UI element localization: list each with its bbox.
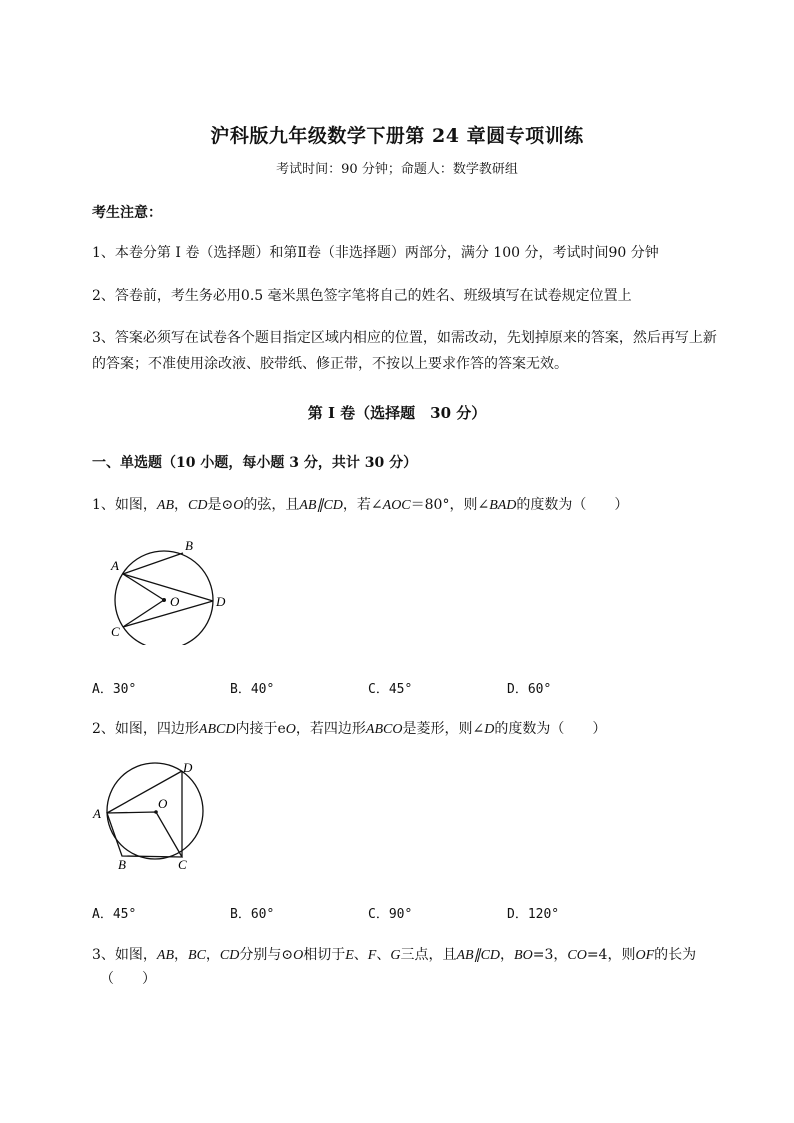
label-o: O bbox=[158, 796, 168, 811]
question-3-answer-bracket: （ ） bbox=[100, 971, 156, 987]
label-c: C bbox=[178, 857, 187, 872]
side-ad bbox=[107, 771, 182, 813]
center-point bbox=[162, 598, 166, 602]
notice-item: 1、本卷分第 I 卷（选择题）和第Ⅱ卷（非选择题）两部分，满分 100 分，考试时间90 分钟 bbox=[92, 245, 659, 261]
chord-cd bbox=[123, 601, 213, 627]
label-b: B bbox=[118, 857, 126, 872]
notice-item: 的答案；不准使用涂改液、胶带纸、修正带，不按以上要求作答的答案无效。 bbox=[92, 356, 568, 372]
label-d: D bbox=[216, 594, 226, 609]
label-o: O bbox=[170, 594, 180, 609]
label-d: D bbox=[183, 760, 193, 775]
option-d: D．120° bbox=[507, 907, 560, 922]
label-c: C bbox=[111, 624, 120, 639]
notice-item: 3、答案必须写在试卷各个题目指定区域内相应的位置，如需改动，先划掉原来的答案，然后再写上新 bbox=[92, 330, 717, 346]
notice-item: 2、答卷前，考生务必用0.5 毫米黑色签字笔将自己的姓名、班级填写在试卷规定位置上 bbox=[92, 288, 632, 304]
option-b: B．40° bbox=[230, 682, 275, 697]
notice-heading: 考生注意： bbox=[92, 205, 162, 221]
radius-oa bbox=[123, 574, 164, 600]
label-a: A bbox=[93, 806, 101, 821]
radius-oc bbox=[123, 600, 164, 627]
chord-ad bbox=[123, 574, 213, 601]
page-title: 沪科版九年级数学下册第 24 章圆专项训练 bbox=[210, 125, 584, 147]
question-2-figure bbox=[88, 757, 218, 872]
option-c: C．45° bbox=[368, 682, 413, 697]
option-c: C．90° bbox=[368, 907, 413, 922]
option-a: A．30° bbox=[92, 682, 137, 697]
exam-info: 考试时间：90 分钟；命题人：数学教研组 bbox=[276, 162, 518, 177]
option-b: B．60° bbox=[230, 907, 275, 922]
label-a: A bbox=[111, 558, 119, 573]
label-b: B bbox=[185, 538, 193, 553]
question-3-stem: 3、如图，AB，BC，CD分别与⊙O相切于E、F、G三点，且AB∥CD，BO=3，CO=4，则OF的长为 bbox=[92, 947, 697, 963]
rhombus-abco bbox=[107, 812, 182, 857]
question-1-stem: 1、如图，AB，CD是⊙O的弦，且AB∥CD，若∠AOC＝80°，则∠BAD的度数为（ ） bbox=[92, 497, 629, 513]
section-title: 第 I 卷（选择题 30 分） bbox=[307, 404, 487, 422]
question-1-figure bbox=[100, 530, 240, 645]
option-a: A．45° bbox=[92, 907, 137, 922]
part-heading: 一、单选题（10 小题，每小题 3 分，共计 30 分） bbox=[92, 455, 418, 471]
question-2-stem: 2、如图，四边形ABCD内接于eO，若四边形ABCO是菱形，则∠D的度数为（ ） bbox=[92, 721, 607, 737]
option-d: D．60° bbox=[507, 682, 552, 697]
